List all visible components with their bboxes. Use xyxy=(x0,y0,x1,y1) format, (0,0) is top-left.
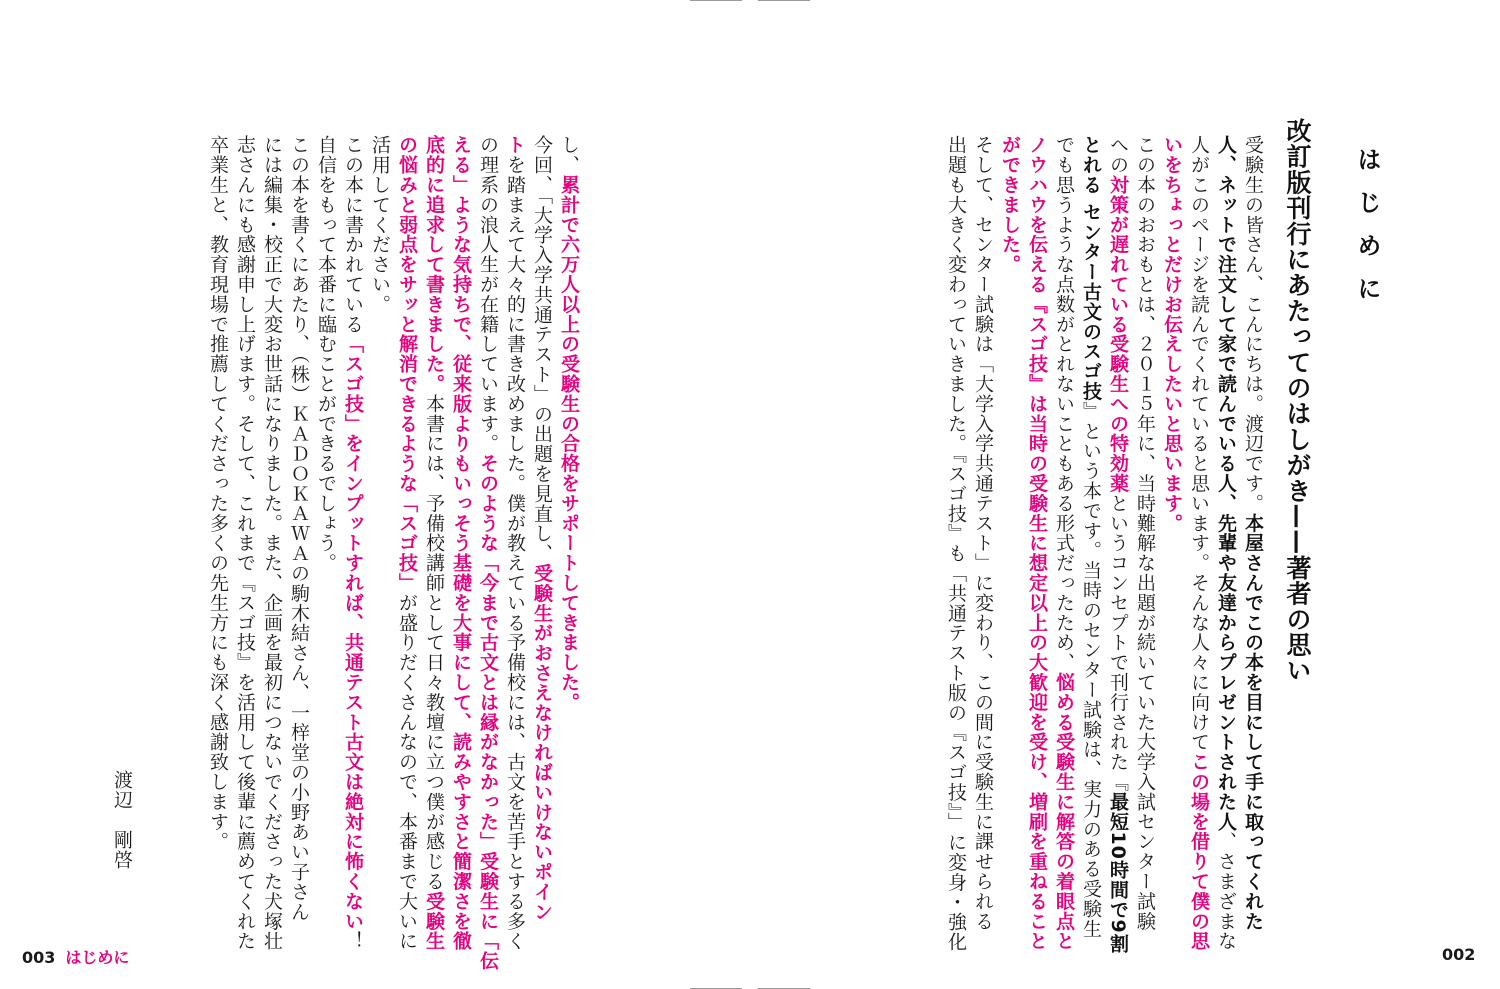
emphasis-text: 受験生がおさえなければいけないポイン xyxy=(531,563,553,922)
emphasis-text: 「スゴ技」をインプットすれば、共通テスト古文は絶対に怖くない xyxy=(342,334,364,931)
body-text: そして、センター試験は「大学入学共通テスト」に変わり、この間に受験生に課せられる xyxy=(972,135,994,931)
bold-text: 本屋さんでこの本を目にして手に取ってくれた xyxy=(1242,513,1264,932)
text-column xyxy=(1027,135,1046,951)
bold-text: 人、ネットで注文して家で読んでいる人、先輩や友達からプレゼントされた人 xyxy=(1215,135,1237,832)
text-column xyxy=(1189,135,1208,951)
page-number: 002 xyxy=(1442,945,1476,964)
text-column xyxy=(505,135,524,951)
section-subheading: 改訂版刊行にあたってのはしがき——著者の思い xyxy=(1283,118,1312,684)
body-text: でも思うような点数がとれないこともある形式だったため、 xyxy=(1053,135,1075,673)
running-head: はじめに xyxy=(65,948,130,967)
body-text: 自信をもって本番に臨むことができるでしょう。 xyxy=(315,135,337,573)
body-text: 』という本です。当時のセンター試験は、実力のある受験生 xyxy=(1080,401,1102,939)
text-column xyxy=(1054,135,1073,951)
author-signature: 渡辺 剛啓 xyxy=(111,770,133,870)
emphasis-text: 対策が遅れている受験生への特効薬 xyxy=(1107,174,1129,494)
text-column xyxy=(973,135,992,931)
body-text: この本を書くにあたり、（株）ＫＡＤＯＫＡＷＡの駒木結さん、一梓堂の小野あい子さん xyxy=(288,135,310,922)
emphasis-text: そのような「今まで古文とは縁がなかった」受験生に「伝 xyxy=(477,453,499,971)
text-column xyxy=(235,135,254,951)
emphasis-text: ト xyxy=(504,135,526,155)
body-text: 人がこのページを読んでくれていると思います。そんな人々に向けて xyxy=(1188,135,1210,752)
body-text: 受験生の皆さん、こんにちは。渡辺です。 xyxy=(1242,135,1264,514)
text-column xyxy=(424,135,443,951)
body-text: というコンセプトで刊行された『 xyxy=(1107,493,1129,792)
emphasis-text: 累計で六万人以上の受験生の合格をサポートしてきました。 xyxy=(558,174,580,713)
text-column xyxy=(478,135,497,971)
body-text: 活用してください。 xyxy=(369,135,391,315)
body-text: の理系の浪人生が在籍しています。 xyxy=(477,135,499,454)
body-text: 志さんにも感謝申し上げます。そして、これまで『スゴ技』を活用して後輩に薦めてくれた xyxy=(234,135,256,951)
emphasis-text: 底的に追求して書きました。 xyxy=(423,135,445,394)
body-text: 今回、「大学入学共通テスト」の出題を見直し、 xyxy=(531,135,553,564)
body-text: が盛りだくさんなので、本番まで大いに xyxy=(396,592,418,951)
text-column xyxy=(262,135,281,951)
emphasis-text: の悩みと弱点をサッと解消できるような「スゴ技」 xyxy=(396,135,418,593)
emphasis-text: える」ような気持ちで、従来版よりもいっそう基礎を大事にして、読みやすさと簡潔さを徹 xyxy=(450,135,472,951)
page-number: 003 xyxy=(22,948,56,967)
text-column xyxy=(1108,135,1127,953)
text-column xyxy=(370,135,389,314)
text-column xyxy=(397,135,416,951)
body-text: への xyxy=(1107,135,1129,175)
text-column xyxy=(451,135,470,951)
text-column xyxy=(1135,135,1154,931)
body-text: ！ xyxy=(342,931,364,951)
emphasis-text: ができました。 xyxy=(999,135,1021,275)
body-text: には編集・校正で大変お世話になりました。また、企画を最初につないでくださった犬塚壮 xyxy=(261,135,283,951)
chapter-heading: はじめに xyxy=(1353,147,1381,319)
emphasis-text: 受験生 xyxy=(423,891,445,951)
text-column xyxy=(289,135,308,922)
left-folio xyxy=(22,945,129,968)
text-column xyxy=(532,135,551,922)
body-text: この本のおおもとは、２０１５年に、当時難解な出題が続いていた大学入試センター試験 xyxy=(1134,135,1156,931)
text-column xyxy=(946,135,965,952)
emphasis-text: ノウハウを伝える『スゴ技』は当時の受験生に想定以上の大歓迎を受け、増刷を重ねること xyxy=(1026,135,1048,951)
text-column xyxy=(208,135,227,851)
body-text: 卒業生と、教育現場で推薦してくださった多くの先生方にも深く感謝致します。 xyxy=(207,135,229,852)
right-folio xyxy=(1442,945,1475,964)
text-column xyxy=(1000,135,1019,274)
bold-text: とれる センター古文のスゴ技 xyxy=(1080,135,1102,402)
text-column xyxy=(316,135,335,573)
body-text: この本に書かれている xyxy=(342,135,364,334)
bold-text: 最短10時間で9割 xyxy=(1107,791,1129,954)
body-text: し、 xyxy=(558,135,580,175)
text-column xyxy=(559,135,578,712)
crop-mark xyxy=(690,0,742,1)
emphasis-text: この場を借りて僕の思 xyxy=(1188,751,1210,951)
text-column xyxy=(1243,135,1262,931)
text-column xyxy=(343,135,362,951)
text-column xyxy=(1162,135,1181,533)
body-text: 、さまざまな xyxy=(1215,831,1237,951)
crop-mark xyxy=(758,0,810,1)
text-column xyxy=(1216,135,1235,951)
body-text: を踏まえて大々的に書き改めました。僕が教えている予備校には、古文を苦手とする多く xyxy=(504,154,526,951)
body-text: 出題も大きく変わっていきました。『スゴ技』も「共通テスト版の『スゴ技』」に変身・強化 xyxy=(945,135,967,952)
body-text: 本書には、予備校講師として日々教壇に立つ僕が感じる xyxy=(423,393,445,892)
emphasis-text: いをちょっとだけお伝えしたいと思います。 xyxy=(1161,135,1183,533)
emphasis-text: 悩める受験生に解答の着眼点と xyxy=(1053,672,1075,951)
text-column xyxy=(1081,135,1100,939)
